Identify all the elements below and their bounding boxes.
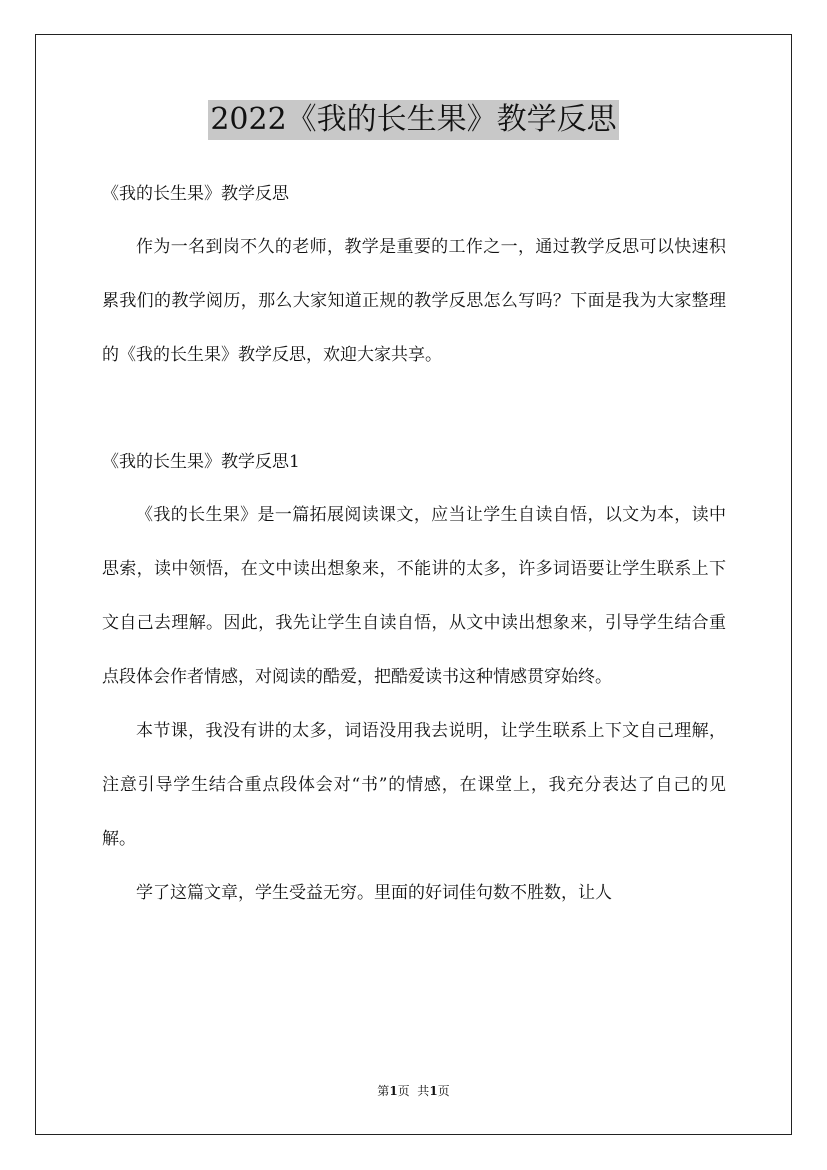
spacer [102,382,726,436]
intro-paragraph: 作为一名到岗不久的老师，教学是重要的工作之一，通过教学反思可以快速积累我们的教学阅历，那么大家知道正规的教学反思怎么写吗？下面是我为大家整理的《我的长生果》教学反思，欢迎大家共享。 [102,237,726,365]
body-paragraph-1: 《我的长生果》是一篇拓展阅读课文，应当让学生自读自悟，以文为本，读中思索，读中领悟，在文中读出想象来，不能讲的太多，许多词语要让学生联系上下文自己去理解。因此，我先让学生自读自悟，从文中读出想象来，引导学生结合重点段体会作者情感，对阅读的酷爱，把酷爱读书这种情感贯穿始终。 [102,505,726,687]
title-container [0,100,827,140]
section-heading: 《我的长生果》教学反思1 [102,452,300,472]
document-title: 2022《我的长生果》教学反思 [208,100,618,140]
page-total: 1 [429,1084,438,1098]
page-prefix: 第 [377,1084,390,1098]
document-body [102,168,726,920]
page-current: 1 [389,1084,398,1098]
body-paragraph-2: 本节课，我没有讲的太多，词语没用我去说明，让学生联系上下文自己理解，注意引导学生结合重点段体会对“书”的情感，在课堂上，我充分表达了自己的见解。 [102,721,726,849]
page-mid: 页 共 [397,1084,430,1098]
page-footer [0,1083,827,1099]
page-suffix: 页 [437,1084,450,1098]
subtitle-heading: 《我的长生果》教学反思 [102,184,289,204]
body-paragraph-3: 学了这篇文章，学生受益无穷。里面的好词佳句数不胜数，让人 [136,883,612,903]
